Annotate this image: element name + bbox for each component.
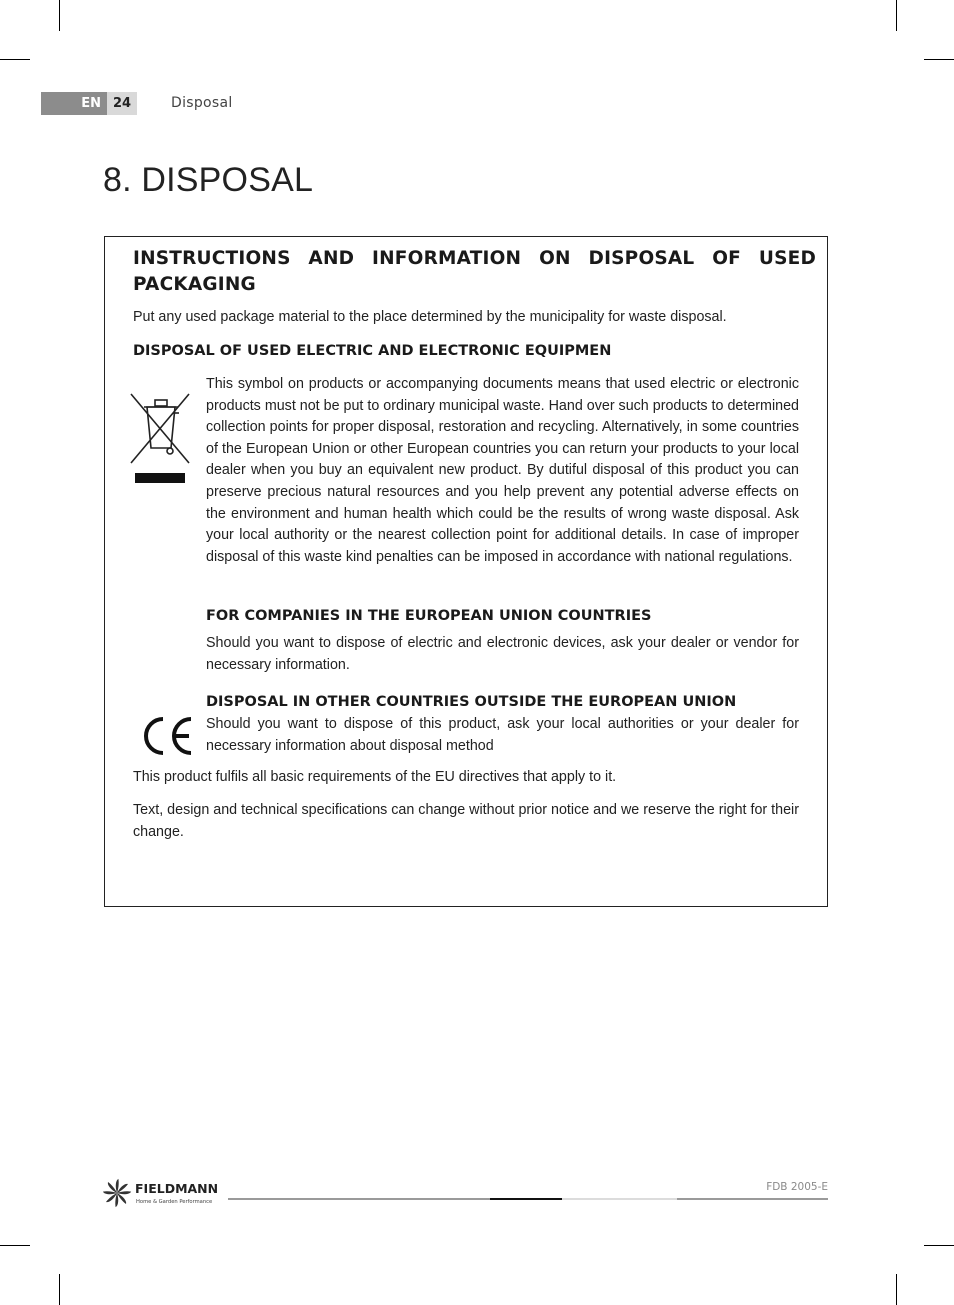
- crop-mark: [59, 0, 60, 31]
- section-name: Disposal: [171, 95, 233, 111]
- page-header-tab: [41, 92, 137, 115]
- language-tag: EN: [41, 92, 107, 115]
- model-number: FDB 2005-E: [766, 1181, 828, 1193]
- crop-mark: [0, 1245, 30, 1246]
- crop-mark: [0, 59, 30, 60]
- packaging-text: Put any used package material to the place determined by the municipality for waste disposal.: [133, 309, 727, 325]
- brand-name: FIELDMANN: [135, 1181, 219, 1196]
- footer-rule: [228, 1198, 828, 1200]
- crop-mark: [924, 59, 954, 60]
- page-title: 8. DISPOSAL: [103, 161, 314, 199]
- disposal-info-box: [104, 236, 828, 907]
- eu-companies-heading: FOR COMPANIES IN THE EUROPEAN UNION COUNTRIES: [206, 608, 652, 624]
- fieldmann-logo: [103, 1177, 233, 1209]
- weee-text: This symbol on products or accompanying documents means that used electric or electronic products must not be put to ordinary municipal waste. Hand over such products to determined collection points for proper disposal, restoration and recycling. Alternatively, in some countries of the European Union or other European countries you can return your products to your local dealer when you buy an equivalent new product. By dutiful disposal of this product you can preserve precious natural resources and you help prevent any potential adverse effects on the environment and human health which could be the results of wrong waste disposal. Ask your local authority or the nearest collection point for additional details. In case of improper disposal of this waste kind penalties can be imposed in accordance with national regulations.: [206, 376, 799, 565]
- page-number: 24: [107, 92, 137, 115]
- directives-text: This product fulfils all basic requirements of the EU directives that apply to it.: [133, 769, 617, 785]
- crop-mark: [896, 1274, 897, 1305]
- change-notice-text: Text, design and technical specifications can change without prior notice and we reserve the right for their change.: [133, 802, 799, 840]
- other-countries-heading: DISPOSAL IN OTHER COUNTRIES OUTSIDE THE EUROPEAN UNION: [206, 694, 737, 710]
- eu-companies-text: Should you want to dispose of electric and electronic devices, ask your dealer or vendor for necessary information.: [206, 635, 799, 673]
- crop-mark: [924, 1245, 954, 1246]
- crop-mark: [896, 0, 897, 31]
- ce-mark-icon: [139, 715, 195, 757]
- crop-mark: [59, 1274, 60, 1305]
- weee-heading: DISPOSAL OF USED ELECTRIC AND ELECTRONIC EQUIPMEN: [133, 343, 612, 359]
- brand-tagline: Home & Garden Performance: [136, 1199, 213, 1205]
- fieldmann-flower-icon: [103, 1177, 233, 1209]
- crossed-out-wheelie-bin-icon: [130, 391, 190, 483]
- other-countries-text: Should you want to dispose of this product, ask your local authorities or your dealer for necessary information about disposal method: [206, 716, 799, 754]
- packaging-heading: INSTRUCTIONS AND INFORMATION ON DISPOSAL OF USED PACKAGING: [133, 248, 816, 295]
